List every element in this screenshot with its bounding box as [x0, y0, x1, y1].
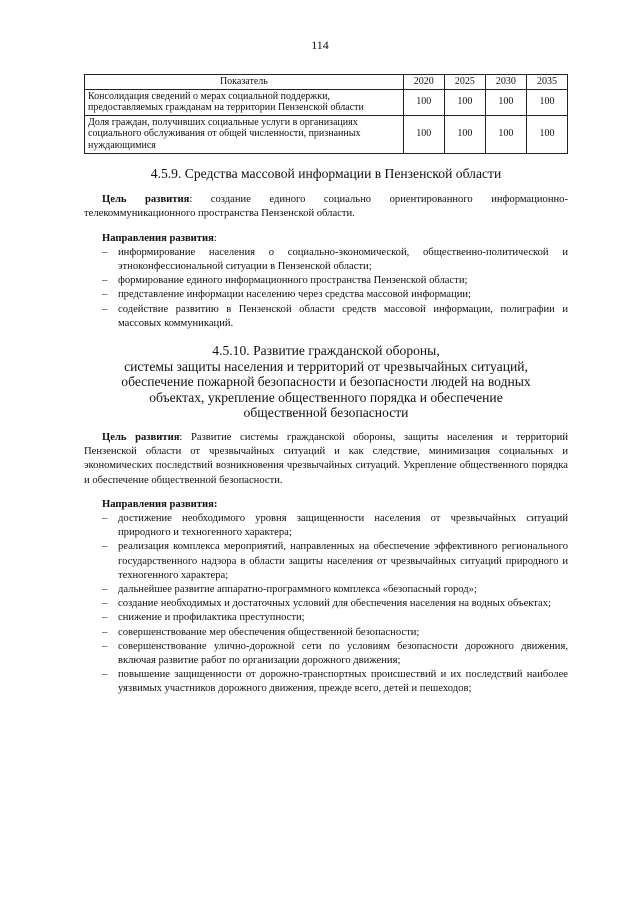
- page-number: 114: [311, 38, 329, 52]
- goal-paragraph-459: [84, 193, 568, 221]
- directions-label: Направления развития: [102, 232, 214, 244]
- table-header-year: 2035: [526, 75, 567, 90]
- document-body: [84, 74, 568, 697]
- directions-heading-4510: Направления развития:: [102, 498, 218, 510]
- table-cell-value: 100: [485, 115, 526, 153]
- list-item: – создание необходимых и достаточных условий для обеспечения населения на водных объектах;: [102, 598, 551, 610]
- list-item-text: достижение необходимого уровня защищенности населения от чрезвычайных ситуаций природного и техногенного характера;: [118, 512, 568, 539]
- section-title-line: объектах, укрепление общественного порядка и обеспечение: [149, 389, 503, 405]
- table-header-year: 2025: [444, 75, 485, 90]
- table-header-year: 2020: [403, 75, 444, 90]
- list-item-text: совершенствование улично-дорожной сети по условиям безопасности дорожного движения, включая развитие работ по организации дорожного движения;: [118, 640, 568, 666]
- table-cell-indicator: Консолидация сведений о мерах социальной поддержки, предоставляемых гражданам на территории Пензенской области: [85, 89, 404, 115]
- list-item: – информирование населения о социально-экономической, общественно-политической и этноконфессиональной ситуации в Пензенской области;: [102, 246, 568, 272]
- list-item-text: снижение и профилактика преступности;: [118, 612, 305, 624]
- directions-colon: :: [213, 232, 217, 244]
- list-item: – повышение защищенности от дорожно-транспортных происшествий и их последствий наиболее уязвимых участников дорожного движения, прежде всего, детей и пешеходов;: [102, 669, 568, 695]
- list-item: – дальнейшее развитие аппаратно-программного комплекса «безопасный город»;: [102, 583, 477, 595]
- list-item: – совершенствование мер обеспечения общественной безопасности;: [102, 626, 420, 638]
- table-header-year: 2030: [485, 75, 526, 90]
- goal-label: Цель развития: [102, 194, 190, 206]
- list-item-text: информирование населения о социально-экономической, общественно-политической и этноконфессиональной ситуации в Пензенской области;: [118, 246, 568, 272]
- list-item-text: содействие развитию в Пензенской области средств массовой информации, полиграфии и массовых коммуникаций.: [118, 303, 568, 329]
- table-cell-value: 100: [444, 89, 485, 115]
- list-item: – реализация комплекса мероприятий, направленных на обеспечение эффективного регионального государственного надзора в области защиты населения от чрезвычайных ситуаций природного и техногенного характера;: [102, 541, 568, 581]
- table-header-row: [85, 75, 568, 90]
- list-item-text: дальнейшее развитие аппаратно-программного комплекса «безопасный город»;: [118, 583, 477, 595]
- table-row: [85, 115, 568, 153]
- list-item: – формирование единого информационного пространства Пензенской области;: [102, 275, 468, 287]
- list-item: – достижение необходимого уровня защищенности населения от чрезвычайных ситуаций природного и техногенного характера;: [102, 512, 568, 539]
- list-item-text: совершенствование мер обеспечения общественной безопасности;: [118, 626, 420, 638]
- table-header-indicator: Показатель: [85, 75, 404, 90]
- directions-list-459: [84, 246, 568, 331]
- list-item: – снижение и профилактика преступности;: [102, 612, 305, 624]
- list-item: – совершенствование улично-дорожной сети по условиям безопасности дорожного движения, включая развитие работ по организации дорожного движения;: [102, 640, 568, 666]
- table-cell-value: 100: [444, 115, 485, 153]
- goal-text: : Развитие системы гражданской обороны, защиты населения и территорий Пензенской области от чрезвычайных ситуаций и как следствие, минимизация социальных и экономических последствий возникновения чрезвычайных ситуаций. Укрепление общественного порядка и обеспечение общественной безопасности.: [84, 431, 568, 486]
- section-title-459: 4.5.9. Средства массовой информации в Пензенской области: [150, 165, 502, 181]
- list-item-text: повышение защищенности от дорожно-транспортных происшествий и их последствий наиболее уязвимых участников дорожного движения, прежде всего, детей и пешеходов;: [118, 669, 568, 695]
- list-item: – представление информации населению через средства массовой информации;: [102, 289, 472, 301]
- table-cell-value: 100: [485, 89, 526, 115]
- list-item: – содействие развитию в Пензенской области средств массовой информации, полиграфии и массовых коммуникаций.: [102, 303, 568, 329]
- section-title-line: общественной безопасности: [243, 405, 409, 421]
- directions-list-4510: [84, 512, 568, 697]
- section-title-line: системы защиты населения и территорий от чрезвычайных ситуаций,: [124, 358, 528, 374]
- table-cell-value: 100: [403, 89, 444, 115]
- table-cell-value: 100: [526, 115, 567, 153]
- goal-paragraph-4510: [84, 431, 568, 488]
- goal-label: Цель развития: [102, 431, 180, 443]
- indicators-table: [84, 74, 568, 154]
- table-cell-value: 100: [526, 89, 567, 115]
- directions-heading-459: [102, 232, 568, 246]
- list-item-text: формирование единого информационного пространства Пензенской области;: [118, 275, 468, 287]
- table-cell-value: 100: [403, 115, 444, 153]
- goal-text: : создание единого социально ориентированного информационно-телекоммуникационного пространства Пензенской области.: [84, 194, 568, 220]
- section-title-line: обеспечение пожарной безопасности и безопасности людей на водных: [121, 374, 531, 390]
- section-title-line: 4.5.10. Развитие гражданской обороны,: [212, 342, 440, 358]
- section-title-4510: [84, 343, 568, 421]
- table-row: [85, 89, 568, 115]
- list-item-text: реализация комплекса мероприятий, направленных на обеспечение эффективного регионального государственного надзора в области защиты населения от чрезвычайных ситуаций природного и техногенного характера;: [118, 541, 568, 581]
- table-cell-indicator: Доля граждан, получивших социальные услуги в организациях социального обслуживания от общей численности, признанных нуждающимися: [85, 115, 404, 153]
- list-item-text: представление информации населению через средства массовой информации;: [118, 289, 472, 301]
- list-item-text: создание необходимых и достаточных условий для обеспечения населения на водных объектах;: [118, 598, 551, 610]
